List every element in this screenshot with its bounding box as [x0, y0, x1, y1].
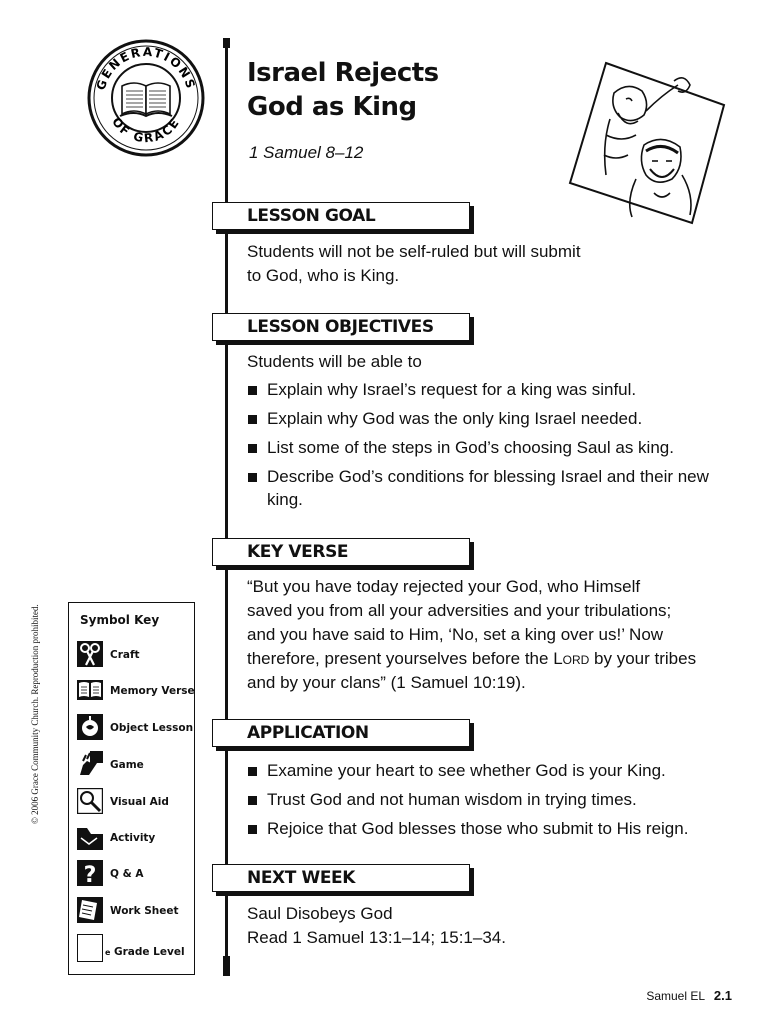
svg-text:?: ? — [83, 863, 97, 886]
key-verse-line-4-pre: therefore, present yourselves before the — [247, 649, 554, 668]
next-week-line-1: Saul Disobeys God — [247, 904, 393, 923]
symbol-label: Grade Level — [114, 946, 185, 958]
symbol-key-memory-verse — [77, 677, 195, 707]
key-verse-heading — [212, 538, 470, 566]
symbol-label: Q & A — [110, 868, 144, 880]
activity-icon — [77, 824, 103, 850]
grade-level-mark: e — [105, 948, 111, 957]
lesson-goal-line-1: Students will not be self-ruled but will submit — [247, 242, 581, 261]
symbol-key-object-lesson — [77, 714, 192, 744]
list-item: Examine your heart to see whether God is your King. — [247, 759, 737, 782]
next-week-text — [247, 902, 506, 950]
symbol-key-work-sheet — [77, 897, 192, 927]
symbol-label: Visual Aid — [110, 796, 169, 808]
lesson-objectives-heading-text: LESSON OBJECTIVES — [247, 317, 434, 337]
list-item: Explain why Israel’s request for a king was sinful. — [247, 378, 717, 401]
symbol-label: Memory Verse — [110, 685, 195, 697]
lord-small-caps: Lord — [553, 649, 590, 668]
symbol-key-grade-level — [77, 934, 192, 964]
page-footer — [646, 988, 732, 1003]
symbol-label: Object Lesson — [110, 722, 194, 734]
symbol-key-q-and-a — [77, 860, 192, 890]
open-book-icon — [77, 677, 103, 703]
symbol-key-craft — [77, 641, 192, 671]
key-verse-line-1: “But you have today rejected your God, who Himself — [247, 577, 641, 596]
symbol-key-activity — [77, 824, 192, 854]
list-item: Trust God and not human wisdom in trying times. — [247, 788, 737, 811]
game-hand-icon — [77, 751, 103, 777]
symbol-label: Work Sheet — [110, 905, 179, 917]
symbol-label: Game — [110, 759, 144, 771]
samuel-anointing-saul-illustration — [566, 55, 726, 225]
list-item: Describe God’s conditions for blessing Israel and their new king. — [247, 465, 717, 511]
key-verse-line-3: and you have said to Him, ‘No, set a king over us!’ Now — [247, 625, 664, 644]
footer-book: Samuel — [646, 989, 687, 1003]
scripture-reference: 1 Samuel 8–12 — [249, 143, 364, 162]
worksheet-icon — [77, 897, 103, 923]
question-mark-icon — [77, 860, 103, 886]
symbol-key-visual-aid — [77, 788, 192, 818]
symbol-label: Craft — [110, 649, 140, 661]
next-week-line-2: Read 1 Samuel 13:1–14; 15:1–34. — [247, 928, 506, 947]
application-heading-text: APPLICATION — [247, 723, 369, 743]
magnifier-icon — [77, 788, 103, 814]
lesson-goal-text — [247, 240, 581, 288]
next-week-heading — [212, 864, 470, 892]
lesson-title — [247, 56, 547, 124]
lesson-objectives-heading — [212, 313, 470, 341]
key-verse-heading-text: KEY VERSE — [247, 542, 349, 562]
vertical-rule-cap-bottom — [223, 956, 230, 976]
scissors-icon — [77, 641, 103, 667]
lesson-title-line-2: God as King — [247, 92, 417, 122]
next-week-heading-text: NEXT WEEK — [247, 868, 356, 888]
symbol-key — [68, 602, 195, 975]
key-verse-line-5: and by your clans” (1 Samuel 10:19). — [247, 673, 526, 692]
list-item: Rejoice that God blesses those who submit to His reign. — [247, 817, 737, 840]
symbol-key-title: Symbol Key — [80, 613, 160, 627]
grade-level-box — [77, 934, 103, 962]
footer-page-number: 2.1 — [713, 988, 732, 1003]
lesson-goal-heading-text: LESSON GOAL — [247, 206, 376, 226]
copyright-notice — [26, 580, 46, 830]
objectives-intro: Students will be able to — [247, 352, 422, 371]
key-verse-line-4-post: by your tribes — [589, 649, 697, 668]
lesson-goal-heading — [212, 202, 470, 230]
svg-text:GENERATIONS: GENERATIONS — [93, 44, 199, 92]
symbol-key-game — [77, 751, 192, 781]
application-list — [247, 759, 737, 846]
footer-level: EL — [690, 989, 705, 1003]
vertical-rule — [225, 38, 228, 976]
list-item: Explain why God was the only king Israel needed. — [247, 407, 717, 430]
objectives-list — [247, 378, 717, 517]
symbol-label: Activity — [110, 832, 156, 844]
lesson-title-line-1: Israel Rejects — [247, 58, 439, 88]
key-verse-text — [247, 575, 696, 695]
copyright-text: © 2006 Grace Community Church. Reproduction prohibited. — [30, 604, 40, 824]
key-verse-line-4 — [247, 647, 696, 671]
object-lesson-icon — [77, 714, 103, 740]
vertical-rule-cap-top — [223, 38, 230, 48]
list-item: List some of the steps in God’s choosing Saul as king. — [247, 436, 717, 459]
lesson-goal-line-2: to God, who is King. — [247, 266, 400, 285]
svg-text:OF GRACE: OF GRACE — [109, 114, 183, 146]
key-verse-line-2: saved you from all your adversities and your tribulations; — [247, 601, 672, 620]
generations-of-grace-logo — [86, 38, 206, 158]
application-heading — [212, 719, 470, 747]
